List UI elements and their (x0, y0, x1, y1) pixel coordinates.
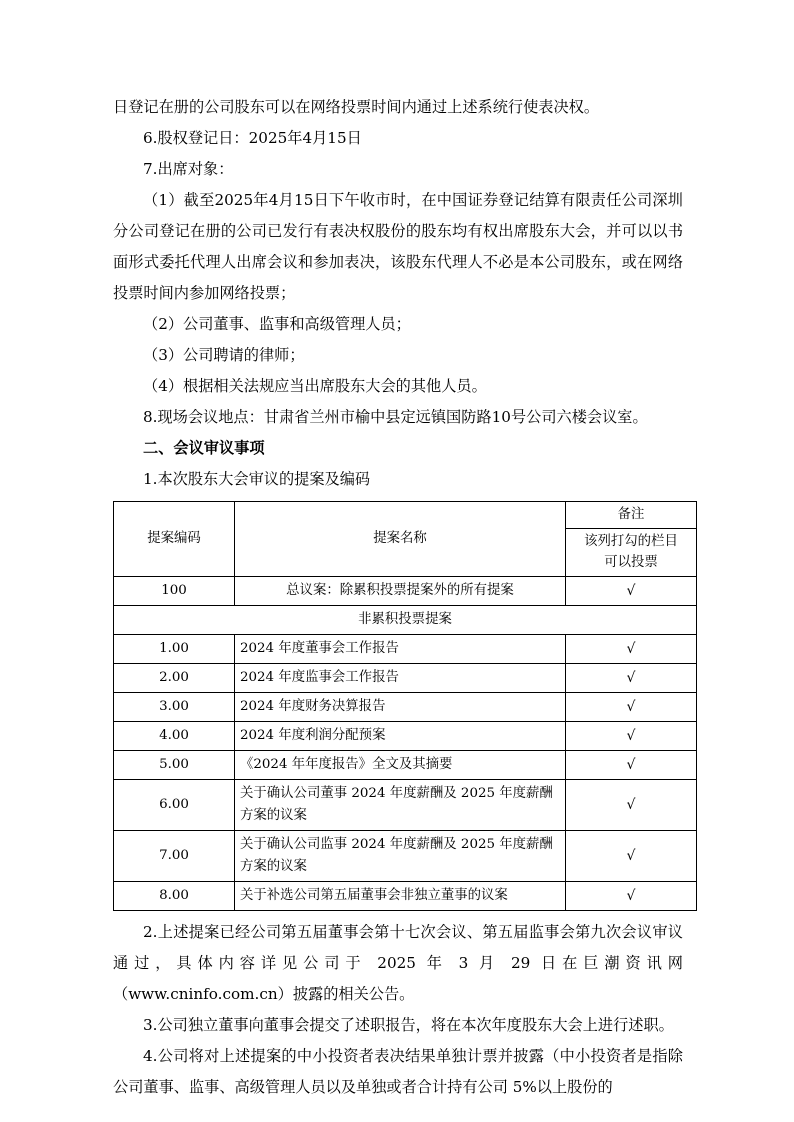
cell-code: 4.00 (114, 722, 235, 751)
cell-section-label: 非累积投票提案 (114, 606, 697, 635)
paragraph-meeting-venue: 8.现场会议地点：甘肃省兰州市榆中县定远镇国防路10号公司六楼会议室。 (143, 408, 648, 426)
cell-note: √ (566, 831, 697, 882)
paragraph-attendees-4: （4）根据相关法规应当出席股东大会的其他人员。 (143, 377, 487, 395)
cell-note: √ (566, 722, 697, 751)
paragraph-continuation: 日登记在册的公司股东可以在网络投票时间内通过上述系统行使表决权。 (113, 98, 599, 116)
table-row (114, 693, 697, 722)
cell-code: 8.00 (114, 882, 235, 911)
header-cell-name: 提案名称 (235, 502, 566, 577)
section-heading-agenda: 二、会议审议事项 (143, 439, 265, 457)
header-cell-note (566, 502, 697, 577)
cell-note: √ (566, 693, 697, 722)
cell-note: √ (566, 780, 697, 831)
table-row (114, 664, 697, 693)
header-note-title: 备注 (566, 502, 696, 529)
header-cell-code: 提案编码 (114, 502, 235, 577)
cell-note: √ (566, 635, 697, 664)
paragraph-minority-investors: 4.公司将对上述提案的中小投资者表决结果单独计票并披露（中小投资者是指除公司董事、监事、高级管理人员以及单独或者合计持有公司 5%以上股份的 (113, 1047, 683, 1096)
document-body (113, 92, 683, 1103)
table-row (114, 635, 697, 664)
paragraph-attendees-2: （2）公司董事、监事和高级管理人员； (143, 315, 411, 333)
cell-name: 2024 年度财务决算报告 (235, 693, 566, 722)
cell-name: 2024 年度利润分配预案 (235, 722, 566, 751)
cell-code: 6.00 (114, 780, 235, 831)
paragraph-approval: 2.上述提案已经公司第五届董事会第十七次会议、第五届监事会第九次会议审议通过，具体内容详见公司于 2025 年 3 月 29 日在巨潮资讯网（www.cninfo.com.cn）披露的相关公告。 (113, 923, 683, 1003)
cell-code: 100 (114, 577, 235, 606)
cell-note: √ (566, 664, 697, 693)
cell-note: √ (566, 577, 697, 606)
header-note-line2: 可以投票 (604, 555, 658, 570)
cell-note: √ (566, 882, 697, 911)
table-body (114, 577, 697, 911)
proposals-table (113, 501, 697, 911)
cell-name: 关于确认公司董事 2024 年度薪酬及 2025 年度薪酬方案的议案 (235, 780, 566, 831)
cell-name: 关于确认公司监事 2024 年度薪酬及 2025 年度薪酬方案的议案 (235, 831, 566, 882)
cell-code: 5.00 (114, 751, 235, 780)
table-row (114, 831, 697, 882)
table-row (114, 577, 697, 606)
cell-name: 关于补选公司第五届董事会非独立董事的议案 (235, 882, 566, 911)
cell-code: 1.00 (114, 635, 235, 664)
paragraph-attendees-3: （3）公司聘请的律师； (143, 346, 305, 364)
table-row (114, 606, 697, 635)
cell-code: 2.00 (114, 664, 235, 693)
table-header (114, 502, 697, 577)
cell-code: 7.00 (114, 831, 235, 882)
cell-name: 总议案：除累积投票提案外的所有提案 (235, 577, 566, 606)
paragraph-attendees-1: （1）截至2025年4月15日下午收市时，在中国证券登记结算有限责任公司深圳分公司登记在册的公司已发行有表决权股份的股东均有权出席股东大会，并可以以书面形式委托代理人出席会议和参加表决，该股东代理人不必是本公司股东，或在网络投票时间内参加网络投票； (113, 191, 683, 302)
table-row (114, 722, 697, 751)
table-caption: 1.本次股东大会审议的提案及编码 (143, 470, 371, 488)
paragraph-attendees-heading: 7.出席对象： (143, 160, 234, 178)
table-header-row (114, 502, 697, 577)
cell-note: √ (566, 751, 697, 780)
cell-name: 《2024 年年度报告》全文及其摘要 (235, 751, 566, 780)
table-row (114, 882, 697, 911)
table-row (114, 780, 697, 831)
paragraph-record-date: 6.股权登记日：2025年4月15日 (143, 129, 362, 147)
cell-name: 2024 年度董事会工作报告 (235, 635, 566, 664)
table-row (114, 751, 697, 780)
header-note-line1: 该列打勾的栏目 (584, 534, 678, 549)
cell-name: 2024 年度监事会工作报告 (235, 664, 566, 693)
cell-code: 3.00 (114, 693, 235, 722)
paragraph-independent-directors: 3.公司独立董事向董事会提交了述职报告，将在本次年度股东大会上进行述职。 (143, 1016, 674, 1034)
